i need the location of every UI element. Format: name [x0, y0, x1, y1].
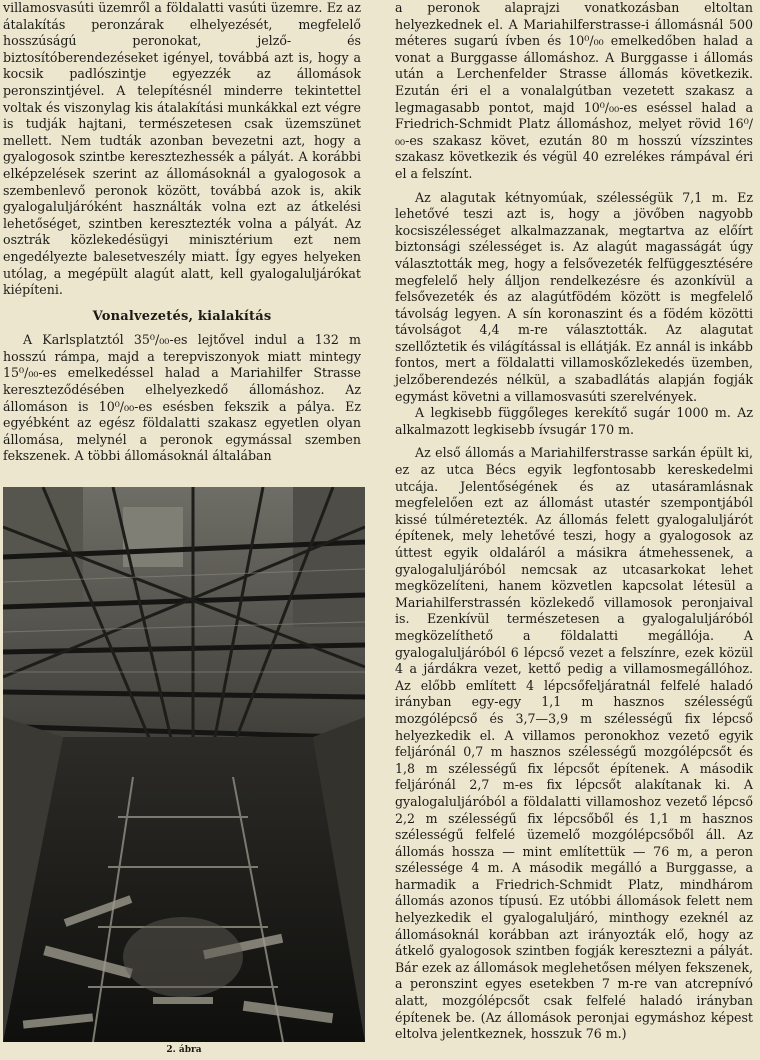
section-heading: Vonalvezetés, kialakítás	[92, 308, 272, 324]
right-column	[395, 0, 753, 1043]
right-paragraph-4: Az első állomás a Mariahilferstrasse sarkán épült ki, ez az utca Bécs egyik legfontosabb kereskedelmi utcája. Jelentőségének és az utasáramlásnak megfelelően ezt az állomást utastér szempontjából kissé túlméretezték. Az állomás felett gyalogaluljárót építenek, mely lehetővé teszi, hogy a gyalogosok az úttest egyik oldaláról a másikra átmehessenek, a gyalogaluljáróból nemcsak az utcasarkokat lehet megközelíteni, hanem közvetlen kapcsolat létesül a Mariahilferstrassén közlekedő villamosok peronjaival is. Ezenkívül természetesen a gyalogaluljáróból megközelíthető a földalatti megállója. A gyalogaluljáróból 6 lépcső vezet a felszínre, ezek közül 4 a járdákra vezet, kettő pedig a villamosmegállóhoz. Az előbb említett 4 lépcsőfeljáratnál felfelé haladó irányban egy-egy 1,1 m hasznos szélességű mozgólépcső és 3,7—3,9 m szélességű fix lépcső helyezkedik el. A villamos peronokhoz vezető egyik feljárónál 0,7 m hasznos szélességű mozgólépcsőt és 1,8 m szélességű fix lépcsőt építenek. A második feljárónál 2,7 m-es fix lépcsőt alakítanak ki. A gyalogaluljáróból a földalatti villamoshoz vezető lépcső 2,2 m szélességű fix lépcsőből és 1,1 m hasznos szélességű felfelé üzemelő mozgólépcsőből áll. Az állomás hossza — mint említettük — 76 m, a peron szélessége 4 m. A második megálló a Burggasse, a harmadik a Friedrich-Schmidt Platz, mindhárom állomás azonos típusú. Ez utóbbi állomások felett nem helyezkedik el gyalogaluljáró, minthogy ezeknél az állomásoknál korábban azt irányozták elő, hogy az átkelő gyalogosok szintben fogják keresztezni a pályát. Bár ezek az állomások meglehetősen mélyen fekszenek, a peronszint egyes esetekben 7 m-re van atcrepnívó alatt, mozgólépcsőt csak felfelé haladó irányban építenek be. (Az állomások peronjai egymáshoz képest eltolva jelentkeznek, hosszuk 76 m.)	[395, 445, 753, 1042]
left-paragraph-1: villamosvasúti üzemről a földalatti vasúti üzemre. Ez az átalakítás peronzárak elhelyezését, megfelelő hosszúságú peronokat, jelző- és biztosítóberendezéseket igényel, továbbá azt is, hogy a kocsik padlószintje egyezzék az állomások peronszintjével. A telepítésnél minderre tekintettel voltak és viszonylag kis átalakítási munkákkal ezt végre is tudják hajtani, természetesen csak üzemszünet mellett. Nem tudták azonban bevezetni azt, hogy a gyalogosok szintbe keresztezhessék a pályát. A korábbi elképzelések szerint az állomásoknál a gyalogosok a szembenlevő peronok között, továbbá azok is, akik gyalogaluljáróként használták volna ezt az átkelési lehetőséget, szintben keresztezték volna a pályát. Az osztrák közlekedésügyi minisztérium ezt nem engedélyezte balesetveszély miatt. Így egyes helyeken utólag, a megépült alagút alatt, kell gyalogaluljárókat kiépíteni.	[3, 0, 361, 298]
left-paragraph-2: A Karlsplatztól 35⁰/₀₀-es lejtővel indul a 132 m hosszú rámpa, majd a terepviszonyok miatt mintegy 15⁰/₀₀-es emelkedéssel halad a Mariahilfer Strasse kereszteződésében elhelyezkedő állomáshoz. Az állomáson is 10⁰/₀₀-es esésben fekszik a pálya. Ez egyébként az egész földalatti szakasz egyetlen olyan állomása, melynél a peronok egymással szemben fekszenek. A többi állomásoknál általában	[3, 332, 361, 464]
tunnel-construction-photo	[3, 487, 365, 1042]
left-column	[3, 0, 361, 465]
right-paragraph-2: Az alagutak kétnyomúak, szélességük 7,1 m. Ez lehetővé teszi azt is, hogy a jövőben nagyobb kocsiszélességet alkalmazzanak, megtartva az előírt biztonsági szélességet is. Az alagút magasságát úgy választották meg, hogy a felsővezeték felfüggesztésére megfelelő hely álljon rendelkezésre és azonkívül a felsővezeték és az alagútfödém között is megfelelő távolság legyen. A sín koronaszint és a födém közötti távolságot 4,4 m-re választották. Az alagutat szellőztetik és világítással is ellátják. Ez annál is inkább fontos, mert a földalatti villamoskőzlekedés üzemben, jelzőberendezés nélkül, a szabadlátás alapján fogják egymást követni a villamosvasúti szerelvények.	[395, 189, 753, 404]
right-paragraph-1: a peronok alaprajzi vonatkozásban eltoltan helyezkednek el. A Mariahilferstrasse-i állomásnál 500 méteres sugarú ívben és 10⁰/₀₀ emelkedőben halad a vonat a Burggasse állomáshoz. A Burggasse i állomás után a Lerchenfelder Strasse állomás következik. Ezután éri el a vonalalgútban vezetett szakasz a legmagasabb pontot, majd 10⁰/₀₀-es eséssel halad a Friedrich-Schmidt Platz állomáshoz, melyet rövid 16⁰/₀₀-es szakasz követ, ezután 80 m hosszú vízszintes szakasz következik és végül 40 ezrelékes rámpával éri el a felszínt.	[395, 0, 753, 181]
figure-caption: 2. ábra	[166, 1045, 202, 1055]
photo-image	[3, 487, 365, 1042]
right-paragraph-3: A legkisebb függőleges kerekítő sugár 1000 m. Az alkalmazott legkisebb ívsugár 170 m.	[395, 405, 753, 437]
